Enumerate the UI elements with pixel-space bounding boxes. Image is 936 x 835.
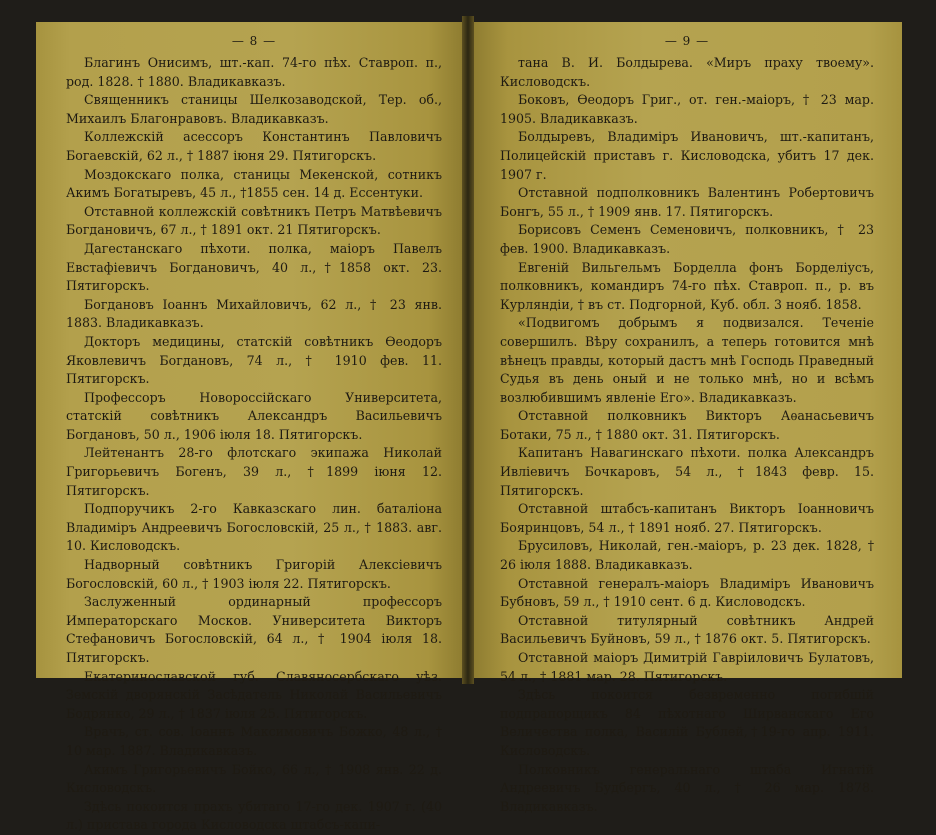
entry: Богдановъ Іоаннъ Михайловичъ, 62 л., † 23 янв. 1883. Владикавказъ. bbox=[66, 296, 442, 331]
right-page bbox=[474, 22, 902, 814]
page-number-left: — 8 — bbox=[231, 34, 277, 48]
entry: Капитанъ Навагинскаго пѣхоти. полка Александръ Ивліевичъ Бочкаровъ, 54 л., †1843 февр. 15. Пятигорскъ. bbox=[500, 445, 874, 498]
entry: Профессоръ Новороссійскаго Университета, статскій совѣтникъ Александръ Васильевичъ Богдановъ, 50 л., 1906 іюля 18. Пятигорскъ. bbox=[66, 389, 442, 442]
entry: Акимъ Григорьевичъ Бойко, 66 л., † 1908 янв. 22 д. Кисловодскъ. bbox=[66, 761, 442, 796]
entry: Боковъ, Ѳеодоръ Григ., от. ген.-маіоръ, † 23 мар. 1905. Владикавказъ. bbox=[500, 92, 874, 126]
entry: Отставной коллежскій совѣтникъ Петръ Матвѣевичъ Богдановичъ, 67 л., † 1891 окт. 21 Пятигорскъ. bbox=[66, 203, 442, 238]
entry: Благинъ Онисимъ, шт.-кап. 74-го пѣх. Ставроп. п., род. 1828. † 1880. Владикавказъ. bbox=[66, 55, 442, 89]
entry: Заслуженный ординарный профессоръ Императорскаго Москов. Университета Викторъ Стефановичъ Богословскій, 64 л., † 1904 іюля 18. Пятигорскъ. bbox=[66, 594, 442, 665]
right-page-entries bbox=[500, 54, 874, 816]
entry: Екатеринославской губ. Славяносербскаго уѣз. Земскій дворянскій Засѣдатель Николай Васильевичъ Бодрянко, 29 л., † 1837 іюля 25. Пятигорскъ. bbox=[66, 668, 442, 721]
entry: тана В. И. Болдырева. «Миръ праху твоему». Кисловодскъ. bbox=[500, 55, 874, 89]
entry: «Подвигомъ добрымъ я подвизался. Теченіе совершилъ. Вѣру сохранилъ, а теперь готовится мнѣ вѣнецъ правды, который дастъ мнѣ Господь Праведный Судья въ день оный и не только мнѣ, но и всѣмъ возлюбившимъ явленіе Его». Владикавказъ. bbox=[500, 315, 874, 405]
entry: Отставной полковникъ Викторъ Аѳанасьевичъ Ботаки, 75 л., † 1880 окт. 31. Пятигорскъ. bbox=[500, 408, 874, 442]
entry: Полковникъ генеральнаго штаба Игнатій Андреевичъ Будбергъ, 40 л., † 26 мар. 1878. Владикавказъ. bbox=[500, 761, 874, 814]
entry: Докторъ медицины, статскій совѣтникъ Ѳеодоръ Яковлевичъ Богдановъ, 74 л., † 1910 фев. 11. Пятигорскъ. bbox=[66, 333, 442, 387]
entry: Здѣсь покоится прахъ убитаго 17-го дек. 1907 г. (40 л.) пристава города Кисловодска штабсъ-капи- bbox=[66, 798, 442, 833]
entry: Отставной маіоръ Димитрій Гавріиловичъ Булатовъ, 54 л., † 1881 мар. 28. Пятигорскъ. bbox=[500, 650, 874, 684]
page-number-right: — 9 — bbox=[664, 34, 710, 48]
entry: Евгеній Вильгельмъ Борделла фонъ Борделіусъ, полковникъ, командиръ 74-го пѣх. Ставроп. п., р. въ Курляндіи, † въ ст. Подгорной, Куб. обл. 3 нояб. 1858. bbox=[500, 259, 874, 312]
book-gutter bbox=[462, 16, 474, 684]
entry: Дагестанскаго пѣхоти. полка, маіоръ Павелъ Евстафіевичъ Богдановичъ, 40 л.,†1858 окт. 23. Пятигорскъ. bbox=[66, 240, 442, 294]
entry: Отставной подполковникъ Валентинъ Робертовичъ Бонгъ, 55 л., † 1909 янв. 17. Пятигорскъ. bbox=[500, 185, 874, 219]
entry: Надворный совѣтникъ Григорій Алексіевичъ Богословскій, 60 л., † 1903 іюля 22. Пятигорскъ. bbox=[66, 557, 442, 591]
entry: Священникъ станицы Шелкозаводской, Тер. об., Михаилъ Благонравовъ. Владикавказъ. bbox=[66, 92, 442, 126]
entry: Лейтенантъ 28-го флотскаго экипажа Николай Григорьевичъ Богенъ, 39 л., †1899 іюня 12. Пятигорскъ. bbox=[66, 445, 442, 498]
entry: Коллежскій асессоръ Константинъ Павловичъ Богаевскій, 62 л., † 1887 іюня 29. Пятигорскъ. bbox=[66, 129, 442, 163]
entry: Здѣсь покоится безвременно погибшій подпрапорщикъ 84 пѣхотнаго Ширванскаго Его Величества полка, Василій Бублей,†19-го апр. 1911. Кисловодскъ. bbox=[500, 687, 874, 758]
entry: Отставной штабсъ-капитанъ Викторъ Іоанновичъ Бояринцовъ, 54 л., † 1891 нояб. 27. Пятигорскъ. bbox=[500, 501, 874, 535]
entry: Отставной генералъ-маіоръ Владиміръ Ивановичъ Бубновъ, 59 л., † 1910 сент. 6 д. Кисловодскъ. bbox=[500, 575, 874, 610]
entry: Болдыревъ, Владиміръ Ивановичъ, шт.-капитанъ, Полицейскій приставъ г. Кисловодска, убитъ 17 дек. 1907 г. bbox=[500, 129, 874, 182]
entry: Отставной титулярный совѣтникъ Андрей Васильевичъ Буйновъ, 59 л., † 1876 окт. 5. Пятигорскъ. bbox=[500, 612, 874, 647]
entry: Подпоручикъ 2-го Кавказскаго лин. баталіона Владиміръ Андреевичъ Богословскій, 25 л., † 1883. авг. 10. Кисловодскъ. bbox=[66, 501, 442, 554]
left-page bbox=[36, 22, 462, 833]
entry: Борисовъ Семенъ Семеновичъ, полковникъ, † 23 фев. 1900. Владикавказъ. bbox=[500, 222, 874, 256]
entry: Брусиловъ, Николай, ген.-маіоръ, р. 23 дек. 1828, † 26 іюля 1888. Владикавказъ. bbox=[500, 538, 874, 573]
entry: Врачъ, ст. сов. Іоаннъ Максимовичъ Божко, 48 л., † 10 мар. 1887. Владикавказъ. bbox=[66, 724, 442, 758]
entry: Моздокскаго полка, станицы Мекенской, сотникъ Акимъ Богатыревъ, 45 л., †1855 сен. 14 д. Ессентуки. bbox=[66, 166, 442, 201]
left-page-entries bbox=[66, 54, 442, 835]
